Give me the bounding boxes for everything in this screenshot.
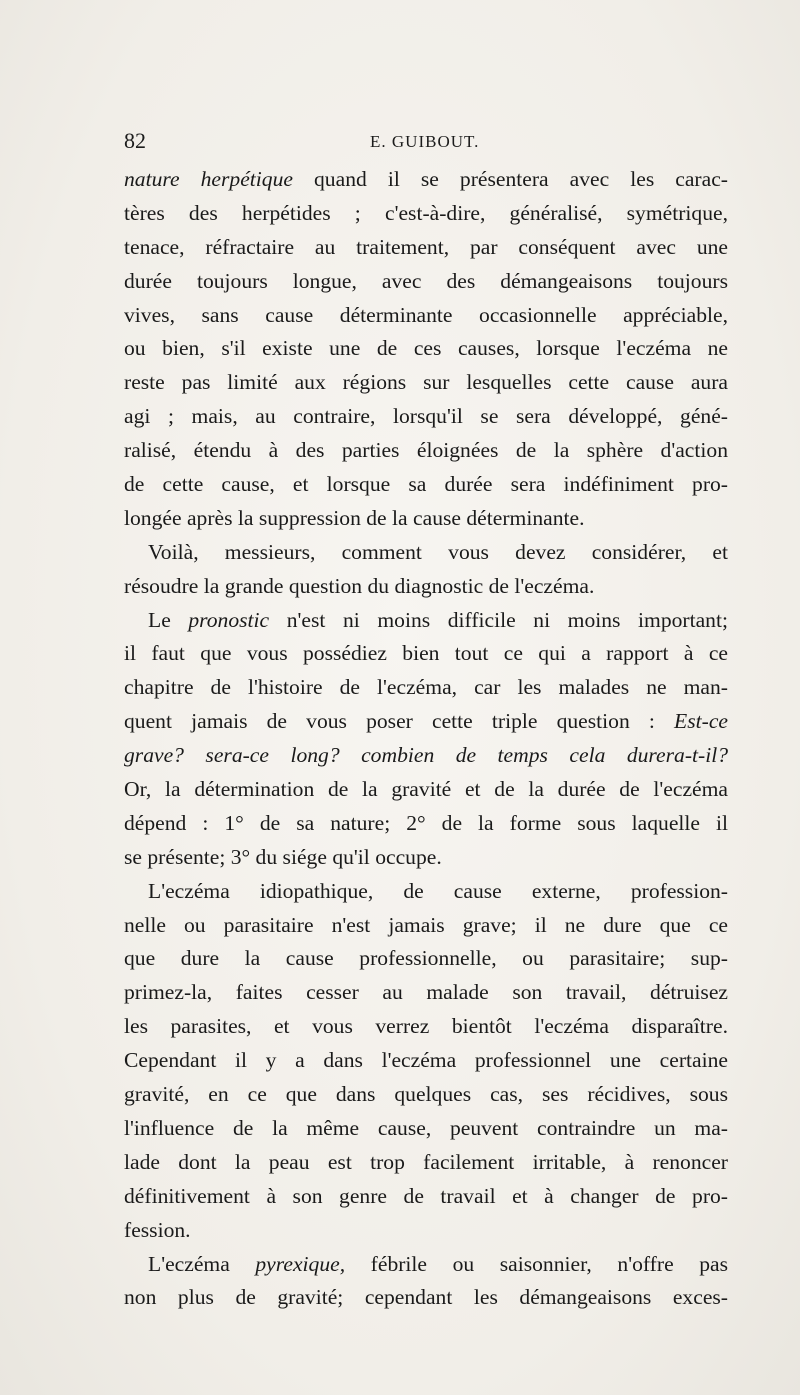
- italic-text: Est-ce: [674, 709, 728, 734]
- text-run: l'influence de la même cause, peuvent contraindre un ma-: [124, 1115, 728, 1140]
- text-line: [124, 637, 728, 671]
- text-line: [124, 231, 728, 265]
- text-line: [124, 1281, 728, 1315]
- text-line: [124, 502, 728, 536]
- text-line: [124, 163, 728, 197]
- italic-text: pronostic: [188, 607, 270, 632]
- text-line: [124, 705, 728, 739]
- text-line: [124, 468, 728, 502]
- text-line: [124, 299, 728, 333]
- text-line: [124, 807, 728, 841]
- text-line: [124, 1248, 728, 1282]
- italic-text: pyrexique,: [255, 1251, 346, 1276]
- text-run: se présente; 3° du siége qu'il occupe.: [124, 844, 442, 869]
- text-run: lade dont la peau est trop facilement irritable, à renoncer: [124, 1149, 728, 1174]
- page-number: 82: [124, 128, 146, 153]
- text-run: définitivement à son genre de travail et à changer de pro-: [124, 1183, 728, 1208]
- text-run: les parasites, et vous verrez bientôt l'eczéma disparaître.: [124, 1014, 728, 1039]
- text-run: durée toujours longue, avec des démangeaisons toujours: [124, 268, 728, 293]
- text-line: [124, 1044, 728, 1078]
- text-run: quand il se présentera avec les carac-: [292, 167, 728, 191]
- text-run: résoudre la grande question du diagnostic de l'eczéma.: [124, 573, 595, 598]
- text-run: L'eczéma idiopathique, de cause externe, profession-: [148, 878, 728, 903]
- italic-text: grave? sera-ce long? combien de temps cela durera-t-il?: [124, 743, 728, 768]
- italic-text: nature herpétique: [124, 167, 293, 191]
- text-run: vives, sans cause déterminante occasionnelle appréciable,: [124, 302, 728, 327]
- text-line: [124, 570, 728, 604]
- text-run: n'est ni moins difficile ni moins important;: [269, 607, 728, 632]
- text-run: primez-la, faites cesser au malade son travail, détruisez: [124, 980, 728, 1005]
- running-head: E. GUIBOUT.: [370, 132, 480, 151]
- text-run: ou bien, s'il existe une de ces causes, lorsque l'eczéma ne: [124, 336, 728, 361]
- text-run: tères des herpétides ; c'est-à-dire, généralisé, symétrique,: [124, 200, 728, 225]
- text-run: agi ; mais, au contraire, lorsqu'il se sera développé, géné-: [124, 404, 728, 429]
- text-line: [124, 1010, 728, 1044]
- text-line: [124, 197, 728, 231]
- text-line: [124, 1112, 728, 1146]
- text-run: reste pas limité aux régions sur lesquelles cette cause aura: [124, 370, 728, 395]
- text-run: nelle ou parasitaire n'est jamais grave; il ne dure que ce: [124, 912, 728, 937]
- text-line: [124, 434, 728, 468]
- text-run: ralisé, étendu à des parties éloignées de la sphère d'action: [124, 438, 728, 463]
- text-run: dépend : 1° de sa nature; 2° de la forme sous laquelle il: [124, 810, 728, 835]
- text-run: de cette cause, et lorsque sa durée sera indéfiniment pro-: [124, 472, 728, 497]
- text-line: [124, 400, 728, 434]
- body-text: [124, 163, 728, 1315]
- text-line: [124, 332, 728, 366]
- text-run: non plus de gravité; cependant les démangeaisons exces-: [124, 1285, 728, 1310]
- text-line: [124, 976, 728, 1010]
- text-line: [124, 841, 728, 875]
- text-run: gravité, en ce que dans quelques cas, ses récidives, sous: [124, 1082, 728, 1107]
- text-run: L'eczéma: [148, 1251, 256, 1276]
- text-line: [124, 739, 728, 773]
- text-line: [124, 1180, 728, 1214]
- text-line: [124, 671, 728, 705]
- text-run: que dure la cause professionnelle, ou parasitaire; sup-: [124, 946, 728, 971]
- text-line: [124, 909, 728, 943]
- text-run: fession.: [124, 1217, 191, 1242]
- text-run: longée après la suppression de la cause déterminante.: [124, 505, 585, 530]
- text-line: [124, 604, 728, 638]
- text-line: [124, 773, 728, 807]
- text-run: Le: [148, 607, 189, 632]
- text-line: [124, 265, 728, 299]
- text-run: Cependant il y a dans l'eczéma professionnel une certaine: [124, 1048, 728, 1073]
- text-line: [124, 1078, 728, 1112]
- text-line: [124, 942, 728, 976]
- text-run: tenace, réfractaire au traitement, par conséquent avec une: [124, 234, 728, 259]
- text-run: Voilà, messieurs, comment vous devez considérer, et: [148, 539, 728, 564]
- text-run: Or, la détermination de la gravité et de la durée de l'eczéma: [124, 777, 728, 802]
- text-run: chapitre de l'histoire de l'eczéma, car les malades ne man-: [124, 675, 728, 700]
- text-line: [124, 875, 728, 909]
- text-line: [124, 1214, 728, 1248]
- text-line: [124, 366, 728, 400]
- text-run: il faut que vous possédiez bien tout ce qui a rapport à ce: [124, 641, 728, 666]
- text-line: [124, 536, 728, 570]
- text-run: quent jamais de vous poser cette triple question :: [124, 709, 675, 734]
- text-run: fébrile ou saisonnier, n'offre pas: [345, 1251, 729, 1276]
- text-line: [124, 1146, 728, 1180]
- page-header: [124, 128, 730, 158]
